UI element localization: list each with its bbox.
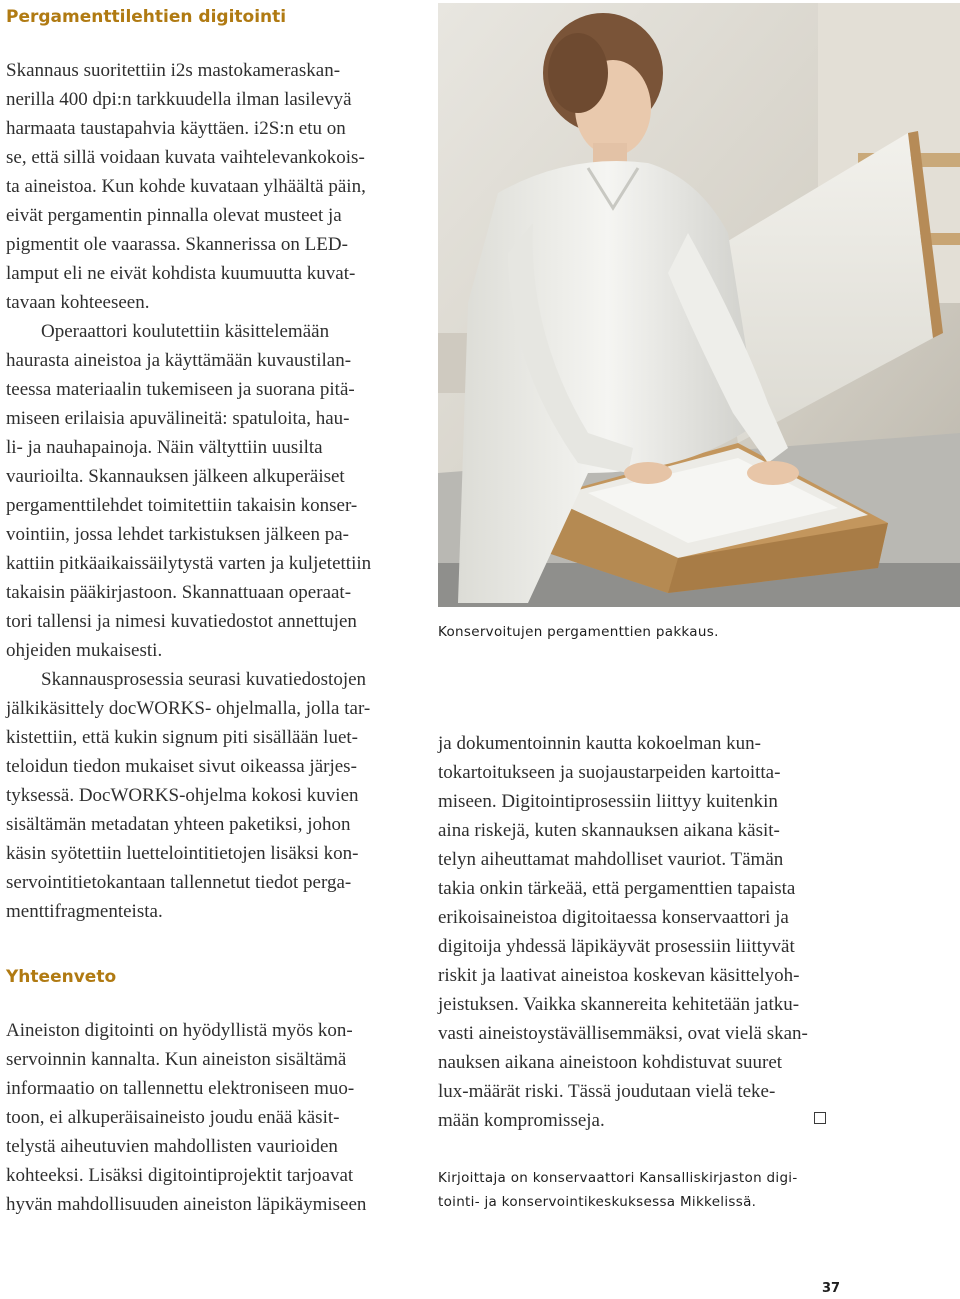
text-line: aina riskejä, kuten skannauksen aikana käsit- bbox=[438, 820, 780, 841]
text-line: miseen. Digitointiprosessiin liittyy kuitenkin bbox=[438, 791, 778, 812]
text-line: miseen erilaisia apuvälineitä: spatuloita, hau- bbox=[6, 408, 350, 429]
text-line: teessa materiaalin tukemiseen ja suorana pitä- bbox=[6, 379, 355, 400]
text-line: telyn aiheuttamat mahdolliset vauriot. Tämän bbox=[438, 849, 784, 870]
author-note-line: Kirjoittaja on konservaattori Kansalliskirjaston digi- bbox=[438, 1170, 798, 1186]
text-line: riskit ja laativat aineistoa koskevan käsittelyoh- bbox=[438, 965, 800, 986]
text-line: servointitietokantaan tallennetut tiedot perga- bbox=[6, 872, 352, 893]
text-line: servoinnin kannalta. Kun aineiston sisältämä bbox=[6, 1049, 347, 1070]
text-line: ta aineistoa. Kun kohde kuvataan ylhäältä päin, bbox=[6, 176, 366, 197]
end-of-article-square-icon bbox=[814, 1112, 826, 1124]
text-line: ohjeiden mukaisesti. bbox=[6, 640, 163, 661]
text-line: harmaata taustapahvia käyttäen. i2S:n etu on bbox=[6, 118, 346, 139]
section-heading-summary: Yhteenveto bbox=[6, 967, 117, 987]
text-line: pigmentit ole vaarassa. Skannerissa on LED- bbox=[6, 234, 348, 255]
text-line: vointiin, jossa lehdet tarkistuksen jälkeen pa- bbox=[6, 524, 349, 545]
section-heading-digitization: Pergamenttilehtien digitointi bbox=[6, 7, 287, 27]
text-line: menttifragmenteista. bbox=[6, 901, 163, 922]
text-line: ja dokumentoinnin kautta kokoelman kun- bbox=[438, 733, 761, 754]
text-line: tavaan kohteeseen. bbox=[6, 292, 150, 313]
text-line: käsin syötettiin luettelointitietojen lisäksi kon- bbox=[6, 843, 359, 864]
text-line: tokartoitukseen ja suojaustarpeiden kartoitta- bbox=[438, 762, 781, 783]
text-line: teloidun tiedon mukaiset sivut oikeassa järjes- bbox=[6, 756, 357, 777]
text-line: pergamenttilehdet toimitettiin takaisin konser- bbox=[6, 495, 358, 516]
text-line: Aineiston digitointi on hyödyllistä myös kon- bbox=[6, 1020, 353, 1041]
text-line: kistettiin, että kukin signum piti sisällään luet- bbox=[6, 727, 358, 748]
text-line: lux-määrät riski. Tässä joudutaan vielä teke- bbox=[438, 1081, 776, 1102]
text-line: toon, ei alkuperäisaineisto joudu enää käsit- bbox=[6, 1107, 340, 1128]
text-line: tori tallensi ja nimesi kuvatiedostot annettujen bbox=[6, 611, 357, 632]
page-number: 37 bbox=[822, 1281, 841, 1296]
text-line: eivät pergamentin pinnalla olevat musteet ja bbox=[6, 205, 342, 226]
text-line: takaisin pääkirjastoon. Skannattuaan operaat- bbox=[6, 582, 352, 603]
text-line: li- ja nauhapainoja. Näin vältyttiin uusilta bbox=[6, 437, 323, 458]
text-line: mään kompromisseja. bbox=[438, 1110, 605, 1131]
text-line: Operaattori koulutettiin käsittelemään bbox=[41, 321, 330, 342]
text-line: nerilla 400 dpi:n tarkkuudella ilman lasilevyä bbox=[6, 89, 352, 110]
text-line: erikoisaineistoa digitoitaessa konservaattori ja bbox=[438, 907, 789, 928]
text-line: vasti aineistoystävällisemmäksi, ovat vielä skan- bbox=[438, 1023, 808, 1044]
text-line: hyvän mahdollisuuden aineiston läpikäymiseen bbox=[6, 1194, 367, 1215]
text-line: haurasta aineistoa ja käyttämään kuvaustilan- bbox=[6, 350, 352, 371]
section-1-body bbox=[6, 56, 371, 926]
photo-conservator-packing-parchments bbox=[438, 3, 960, 607]
author-note bbox=[438, 1166, 798, 1214]
text-line: Skannaus suoritettiin i2s mastokameraskan- bbox=[6, 60, 341, 81]
text-line: jeistuksen. Vaikka skannereita kehitetään jatku- bbox=[438, 994, 800, 1015]
photo-caption: Konservoitujen pergamenttien pakkaus. bbox=[438, 624, 719, 640]
text-line: se, että sillä voidaan kuvata vaihtelevankokois- bbox=[6, 147, 365, 168]
text-line: lamput eli ne eivät kohdista kuumuutta kuvat- bbox=[6, 263, 356, 284]
author-note-line: tointi- ja konservointikeskuksessa Mikkelissä. bbox=[438, 1194, 757, 1210]
text-line: informaatio on tallennettu elektroniseen muo- bbox=[6, 1078, 355, 1099]
section-2-body bbox=[6, 1016, 366, 1219]
text-line: kattiin pitkäaikaissäilytystä varten ja kuljetettiin bbox=[6, 553, 372, 574]
text-line: tyksessä. DocWORKS-ohjelma kokosi kuvien bbox=[6, 785, 359, 806]
text-line: kohteeksi. Lisäksi digitointiprojektit tarjoavat bbox=[6, 1165, 354, 1186]
text-line: digitoija yhdessä läpikäyvät prosessiin liittyvät bbox=[438, 936, 795, 957]
text-line: Skannausprosessia seurasi kuvatiedostojen bbox=[41, 669, 367, 690]
text-line: nauksen aikana aineistoon kohdistuvat suuret bbox=[438, 1052, 783, 1073]
text-line: takia onkin tärkeää, että pergamenttien tapaista bbox=[438, 878, 796, 899]
text-line: sisältämän metadatan yhteen paketiksi, johon bbox=[6, 814, 351, 835]
text-line: vaurioilta. Skannauksen jälkeen alkuperäiset bbox=[6, 466, 345, 487]
text-line: telystä aiheutuvien mahdollisten vaurioiden bbox=[6, 1136, 338, 1157]
text-line: jälkikäsittely docWORKS- ohjelmalla, jolla tar- bbox=[6, 698, 371, 719]
right-column-body bbox=[438, 729, 808, 1135]
